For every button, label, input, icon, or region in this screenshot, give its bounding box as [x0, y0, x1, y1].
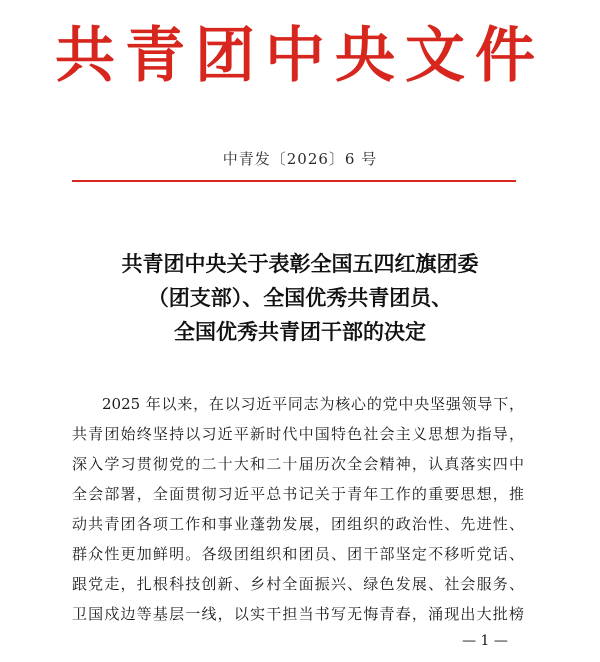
body-line-8: 卫国戍边等基层一线，以实干担当书写无悔青春，涌现出大批榜 [72, 605, 524, 623]
title-line-2: （团支部）、全国优秀共青团员、 [147, 285, 453, 310]
body-line-1: 2025 年以来，在以习近平同志为核心的党中央坚强领导下， [102, 395, 524, 413]
body-line-3: 深入学习贯彻党的二十大和二十届历次全会精神，认真落实四中 [72, 455, 524, 473]
body-line-7: 跟党走，扎根科技创新、乡村全面振兴、绿色发展、社会服务、 [72, 575, 524, 593]
body-paragraph [72, 389, 524, 629]
document-number: 中青发〔2026〕6 号 [222, 150, 378, 168]
body-line-2: 共青团始终坚持以习近平新时代中国特色社会主义思想为指导， [72, 425, 524, 443]
document-title [0, 247, 600, 349]
body-line-4: 全会部署，全面贯彻习近平总书记关于青年工作的重要思想，推 [72, 485, 524, 503]
red-divider-line [72, 180, 516, 182]
title-line-1: 共青团中央关于表彰全国五四红旗团委 [121, 251, 479, 276]
body-line-6: 群众性更加鲜明。各级团组织和团员、团干部坚定不移听党话、 [72, 545, 524, 563]
masthead-title: 共青团中央文件 [55, 21, 545, 91]
page-number: — 1 — [462, 633, 508, 649]
body-line-5: 动共青团各项工作和事业蓬勃发展，团组织的政治性、先进性、 [72, 515, 524, 533]
title-line-3: 全国优秀共青团干部的决定 [174, 319, 426, 344]
